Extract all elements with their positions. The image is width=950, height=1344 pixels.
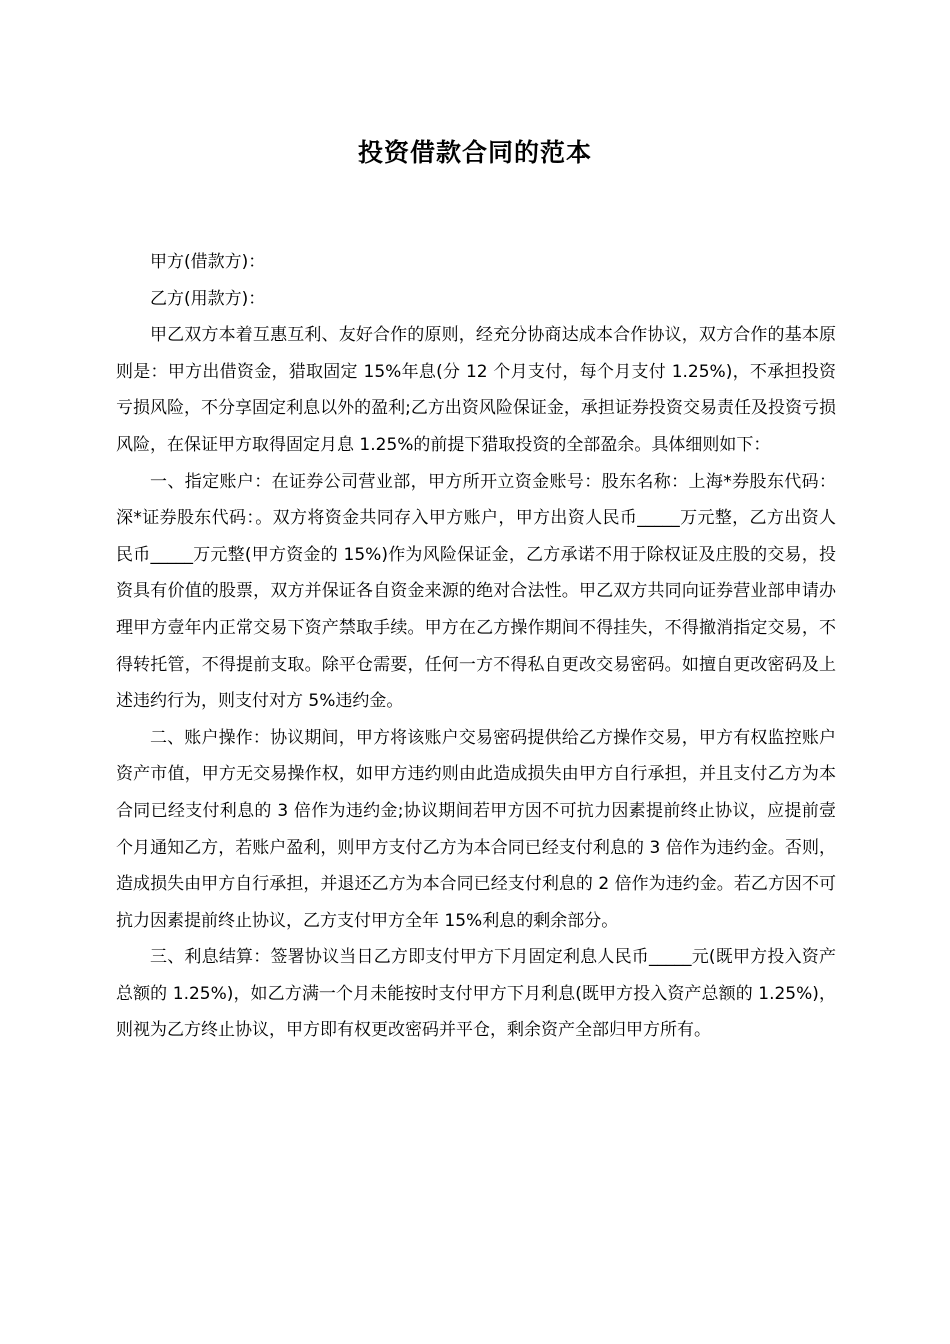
document-title: 投资借款合同的范本 [357,138,592,167]
party-a-line: 甲方(借款方)： [150,252,266,272]
clause-designated-account: 一、指定账户：在证券公司营业部，甲方所开立资金账号：股东名称：上海*券股东代码：深*证券股东代码：。双方将资金共同存入甲方账户，甲方出资人民币_____万元整，乙方出资人民币_____万元整(甲方资金的 15%)作为风险保证金，乙方承诺不用于除权证及庄股的交易，投资具有价值的股票，双方并保证各自资金来源的绝对合法性。甲乙双方共同向证券营业部申请办理甲方壹年内正常交易下资产禁取手续。甲方在乙方操作期间不得挂失，不得撤消指定交易，不得转托管，不得提前支取。除平仓需要，任何一方不得私自更改交易密码。如擅自更改密码及上述违约行为，则支付对方 5%违约金。 [116,471,836,712]
clause-interest-settlement: 三、利息结算：签署协议当日乙方即支付甲方下月固定利息人民币_____元(既甲方投入资产总额的 1.25%)，如乙方满一个月未能按时支付甲方下月利息(既甲方投入资产总额的 1.25%)，则视为乙方终止协议，甲方即有权更改密码并平仓，剩余资产全部归甲方所有。 [116,947,836,1041]
clause-account-operation: 二、账户操作：协议期间，甲方将该账户交易密码提供给乙方操作交易，甲方有权监控账户资产市值，甲方无交易操作权，如甲方违约则由此造成损失由甲方自行承担，并且支付乙方为本合同已经支付利息的 3 倍作为违约金;协议期间若甲方因不可抗力因素提前终止协议，应提前壹个月通知乙方，若账户盈利，则甲方支付乙方为本合同已经支付利息的 3 倍作为违约金。否则，造成损失由甲方自行承担，并退还乙方为本合同已经支付利息的 2 倍作为违约金。若乙方因不可抗力因素提前终止协议，乙方支付甲方全年 15%利息的剩余部分。 [116,727,836,931]
document-body [116,244,836,1049]
party-b-line: 乙方(用款方)： [150,288,266,309]
intro-paragraph: 甲乙双方本着互惠互利、友好合作的原则，经充分协商达成本合作协议，双方合作的基本原则是：甲方出借资金，猎取固定 15%年息(分 12 个月支付，每个月支付 1.25%)，不承担投资亏损风险，不分享固定利息以外的盈利;乙方出资风险保证金，承担证券投资交易责任及投资亏损风险，在保证甲方取得固定月息 1.25%的前提下猎取投资的全部盈余。具体细则如下： [116,325,836,455]
